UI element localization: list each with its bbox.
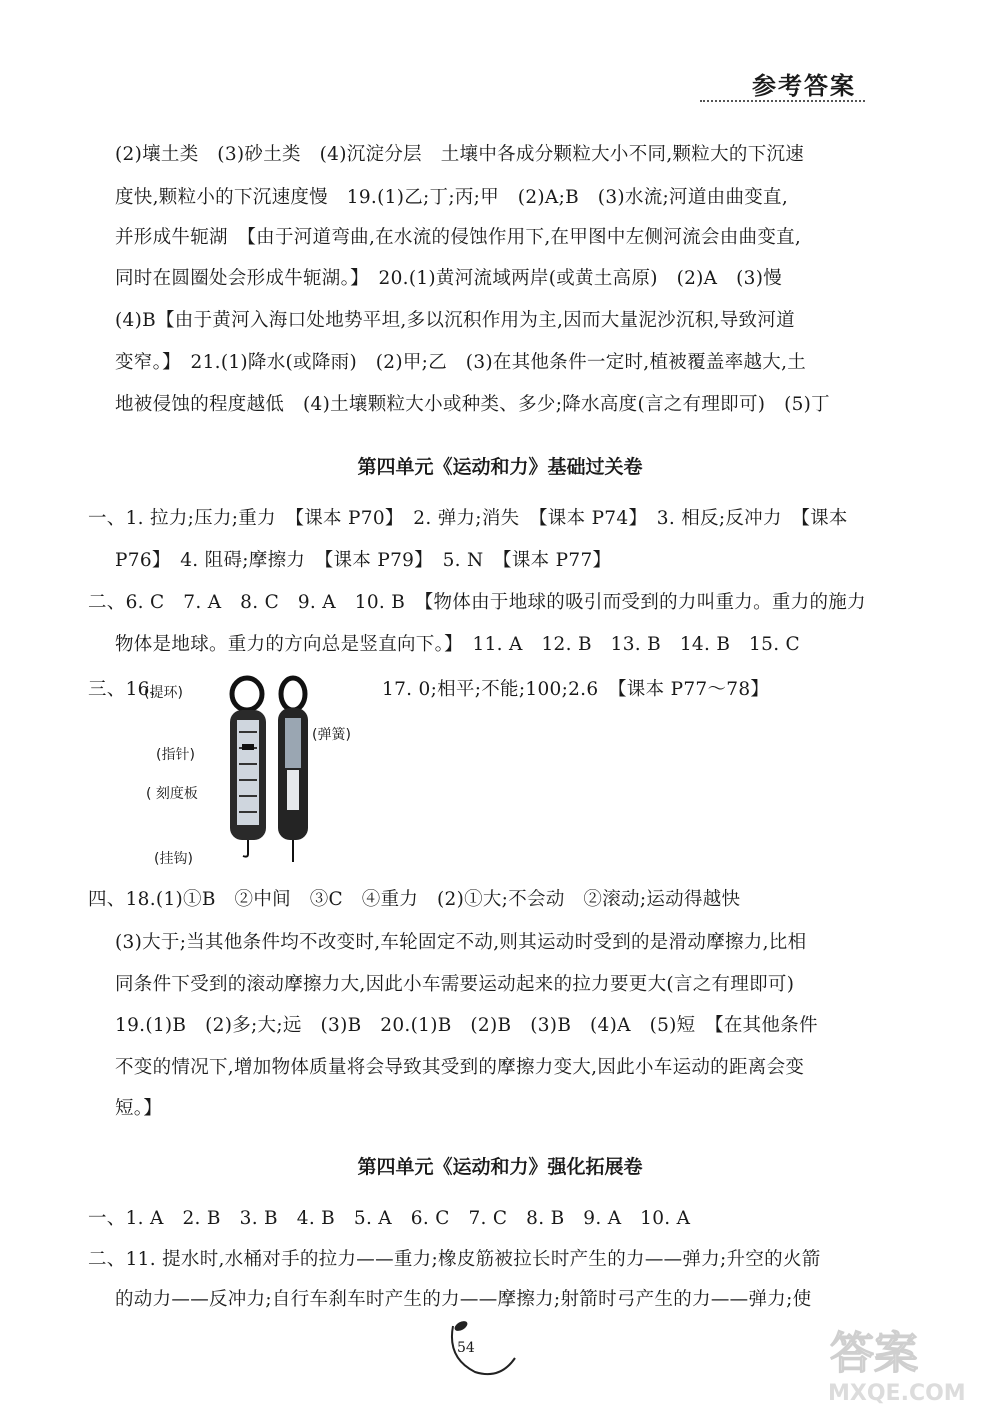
answer-line: 并形成牛轭湖 【由于河道弯曲,在水流的侵蚀作用下,在甲图中左侧河流会由曲变直, [115,227,802,248]
answer-line: 变窄。】 21.(1)降水(或降雨) (2)甲;乙 (3)在其他条件一定时,植被覆盖率越大,土 [115,352,807,373]
answer-line: 19.(1)B (2)多;大;远 (3)B 20.(1)B (2)B (3)B (4)A (5)短 【在其他条件 [115,1015,818,1036]
label-ring: (提环) [144,685,183,701]
section-title-advanced: 第四单元《运动和力》强化拓展卷 [357,1156,643,1178]
answer-line: 二、6. C 7. A 8. C 9. A 10. B 【物体由于地球的吸引而受到的力叫重力。重力的施力 [88,592,866,613]
answer-line: 一、1. 拉力;压力;重力 【课本 P70】 2. 弹力;消失 【课本 P74】 3. 相反;反冲力 【课本 [88,508,848,529]
answer-line: 17. 0;相平;不能;100;2.6 【课本 P77～78】 [382,679,770,700]
section-title-basic: 第四单元《运动和力》基础过关卷 [357,456,643,478]
answer-line: 同时在圆圈处会形成牛轭湖。】 20.(1)黄河流域两岸(或黄土高原) (2)A (3)慢 [115,268,783,289]
answer-line: 四、18.(1)①B ②中间 ③C ④重力 (2)①大;不会动 ②滚动;运动得越快 [88,889,741,910]
answer-line: 一、1. A 2. B 3. B 4. B 5. A 6. C 7. C 8. B 9. A 10. A [88,1208,691,1229]
answer-line: (4)B【由于黄河入海口处地势平坦,多以沉积作用为主,因而大量泥沙沉积,导致河道 [115,310,795,331]
spring-scale-figure [144,672,370,867]
answer-line: 物体是地球。重力的方向总是竖直向下。】 11. A 12. B 13. B 14. B 15. C [115,634,801,655]
answer-line: 不变的情况下,增加物体质量将会导致其受到的摩擦力变大,因此小车运动的距离会变 [115,1057,805,1078]
page-header-title: 参考答案 [752,72,856,100]
label-scale-plate: ( 刻度板 [146,786,198,802]
answer-line: (3)大于;当其他条件均不改变时,车轮固定不动,则其运动时受到的是滑动摩擦力,比相 [115,932,807,953]
watermark-logo [820,1318,985,1406]
label-spring: (弹簧) [312,727,351,743]
answer-line: 度快,颗粒小的下沉速度慢 19.(1)乙;丁;丙;甲 (2)A;B (3)水流;河道由曲变直, [115,187,789,208]
label-pointer: (指针) [156,747,195,763]
label-hook: (挂钩) [154,851,193,867]
svg-text:答案: 答案 [830,1328,918,1379]
answer-line: 同条件下受到的滚动摩擦力大,因此小车需要运动起来的拉力要更大(言之有理即可) [115,974,795,995]
question-16-label: 三、16. [88,679,156,700]
answer-line: 地被侵蚀的程度越低 (4)土壤颗粒大小或种类、多少;降水高度(言之有理即可) (5)丁 [115,394,830,415]
spring-scale-drawing [150,672,370,867]
answer-line: 的动力——反冲力;自行车刹车时产生的力——摩擦力;射箭时弓产生的力——弹力;使 [115,1289,812,1310]
answer-line: (2)壤土类 (3)砂土类 (4)沉淀分层 土壤中各成分颗粒大小不同,颗粒大的下沉速 [115,144,805,165]
page-number: 54 [457,1340,475,1356]
answer-line: 二、11. 提水时,水桶对手的拉力——重力;橡皮筋被拉长时产生的力——弹力;升空的火箭 [88,1249,821,1270]
header-divider [700,100,865,102]
answer-line: 短。】 [115,1098,163,1119]
answer-line: P76】 4. 阻碍;摩擦力 【课本 P79】 5. N 【课本 P77】 [115,550,612,571]
svg-text:MXQE.COM: MXQE.COM [828,1381,966,1406]
